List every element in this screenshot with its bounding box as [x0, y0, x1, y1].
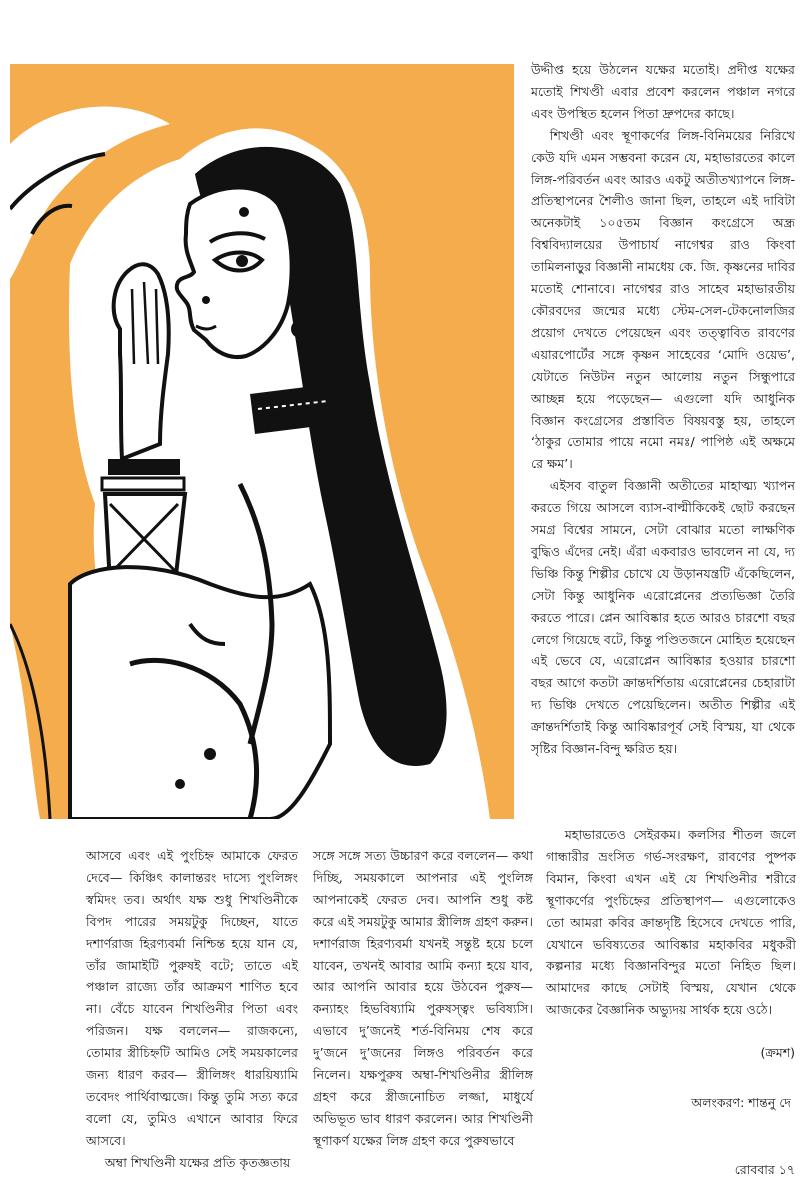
article-column-bottom-middle — [313, 845, 533, 1152]
article-column-bottom-right — [546, 824, 796, 1021]
article-column-bottom-left — [86, 845, 298, 1174]
paragraph: সঙ্গে সঙ্গে সত্য উচ্চারণ করে বললেন— কথা দিচ্ছি, সময়কালে আপনার এই পুংলিঙ্গ আপনাকেই ফেরত দেব। আপনি শুধু কষ্ট করে এই সময়টুকু আমার স্ত্রীলিঙ্গ গ্রহণ করুন। দশার্ণরাজ হিরণ্যবর্মা যখনই সন্তুষ্ট হয়ে চলে যাবেন, তখনই আবার আমি কন্যা হয়ে যাব, আর আপনি আবার হয়ে উঠবেন পুরুষ— কন্যাহং হিভবিষ্যামি পুরুষস্ত্বং ভবিষ্যসি। এভাবে দু’জনেই শর্ত-বিনিময় শেষ করে দু’জনে দু’জনের লিঙ্গও পরিবর্তন করে নিলেন। যক্ষপুরুষ অম্বা-শিখণ্ডিনীর স্ত্রীলিঙ্গ গ্রহণ করে স্ত্রীজনোচিত লজ্জা, মাধুর্যে অভিভূত ভাব ধারণ করলেন। আর শিখণ্ডিনী স্থূণাকর্ণ যক্ষের লিঙ্গ গ্রহণ করে পুরুষভাবে — [313, 848, 533, 1148]
paragraph: শিখণ্ডী এবং স্থূণাকর্ণের লিঙ্গ-বিনিময়ের নিরিখে কেউ যদি এমন সম্ভবনা করেন যে, মহাভারতের কালে লিঙ্গ-পরিবর্তন এবং আরও একটু অতীতখ্যাপনে লিঙ্গ-প্রতিস্থাপনের শৈলীও জানা ছিল, তাহলে এই দাবিটা অনেকটাই ১০৫তম বিজ্ঞান কংগ্রেসে অন্ধ্র বিশ্ববিদ্যালয়ের উপাচার্য নাগেশ্বর রাও কিংবা তামিলনাড়ুর বিজ্ঞানী নামধেয় কে. জি. কৃষ্ণনের দাবির মতোই শোনাবে। নাগেশ্বর রাও সাহেব মহাভারতীয় কৌরবদের জন্মের মধ্যে স্টেম-সেল-টেকনোলজির প্রয়োগ দেখতে পেয়েছেন এবং তত্ত্বাবিত রাবণের এয়ারপোর্টের সঙ্গে কৃষ্ণন সাহেবের ‘মোদি ওয়েভ’, যেটাতে নিউটন নতুন আলোয় নতুন সিন্ধুপারে আচ্ছন্ন হয়ে পড়েছেন— এগুলো যদি আধুনিক বিজ্ঞান কংগ্রেসের প্রস্তাবিত বিষয়বস্তু হয়, তাহলে ‘ঠাকুর তোমার পায়ে নমো নমঃ/ পাপিষ্ঠ এই অক্ষমে রে ক্ষম’। — [531, 127, 795, 472]
illustration-credit: অলংকরণ: শান্তনু দে — [691, 1095, 791, 1110]
illustration — [10, 64, 514, 819]
page-folio: রোববার ১৭ — [734, 1162, 795, 1177]
paragraph: মহাভারতেও সেইরকম। কলসির শীতল জলে গান্ধারীর ভ্রংসিত গর্ভ-সংরক্ষণ, রাবণের পুষ্পক বিমান, কিংবা এখন এই যে শিখণ্ডিনীর শরীরে স্থূণাকর্ণের পুংচিহ্নের প্রতিস্থাপণ— এগুলোকেও তো আমরা কবির ক্রান্তদৃষ্টি হিসেবে দেখতে পারি, যেখানে ভবিষ্যতের আবিষ্কার মহাকবির মধুকরী কল্পনার মধ্যে বিজ্ঞানবিন্দুর মতো নিহিত ছিল। আমাদের কাছে সেটাই বিস্ময়, যেখান থেকে আজকের বৈজ্ঞানিক অভ্যুদয় সার্থক হয়ে ওঠে। — [546, 827, 796, 1018]
article-column-right — [531, 59, 795, 760]
paragraph: উদ্দীপ্ত হয়ে উঠলেন যক্ষের মতোই। প্রদীপ্ত যক্ষের মতোই শিখণ্ডী এবার প্রবেশ করলেন পঞ্চাল নগরে এবং উপস্থিত হলেন পিতা দ্রুপদের কাছে। — [531, 62, 795, 121]
paragraph: আসবে এবং এই পুংচিহ্ন আমাকে ফেরত দেবে— কিঞ্চিৎ কালান্তরং দাস্যে পুংলিঙ্গং স্বমিদং তব। অর্থাৎ যক্ষ শুধু শিখণ্ডিনীকে বিপদ পারের সময়টুকু দিচ্ছেন, যাতে দশার্ণরাজ হিরণ্যবর্মা নিশ্চিন্ত হয়ে যান যে, তাঁর জামাইটি পুরুষই বটে; তাতে এই পঞ্চাল রাজ্যে তাঁর আক্রমণ শাণিত হবে না। বেঁচে যাবেন শিখণ্ডিনীর পিতা এবং পরিজন। যক্ষ বললেন— রাজকন্যে, তোমার স্ত্রীচিহ্নটি আমিও সেই সময়কালের জন্য ধারণ করব— স্ত্রীলিঙ্গং ধারয়িষ্যামি তবেদং পার্থিবাত্মজে। কিন্তু তুমি সত্য করে বলো যে, তুমিও এখানে আবার ফিরে আসবে। — [86, 848, 298, 1148]
paragraph: অম্বা শিখণ্ডিনী যক্ষের প্রতি কৃতজ্ঞতায় — [104, 1154, 291, 1170]
serial-note: (ক্রমশ) — [760, 1045, 795, 1060]
woman-praying-illustration — [10, 64, 514, 819]
paragraph: এইসব বাতুল বিজ্ঞানী অতীতের মাহাত্ম্য খ্যাপন করতে গিয়ে আসলে ব্যাস-বাল্মীকিকেই ছোট করছেন সমগ্র বিশ্বের সামনে, সেটা বোঝার মতো লাক্ষণিক বুদ্ধিও এঁদের নেই। এঁরা একবারও ভাবলেন না যে, দ্য ভিঞ্চি কিন্তু শিল্পীর চোখে যে উড়ানযন্ত্রটি এঁকেছিলেন, সেটা কিন্তু আধুনিক এরোপ্লেনের প্রত্যভিজ্ঞা তৈরি করতে পারে। প্লেন আবিষ্কার হতে আরও চারশো বছর লেগে গিয়েছে বটে, কিন্তু পণ্ডিতজনে মোহিত হয়েছেন এই ভেবে যে, এরোপ্লেন আবিষ্কার হওয়ার চারশো বছর আগে কতটা ক্রান্তদর্শিতায় এরোপ্লেনের চেহারাটা দ্য ভিঞ্চি দেখতে পেয়েছিলেন। অতীত শিল্পীর এই ক্রান্তদর্শিতাই কিন্তু আবিষ্কারপূর্ব সেই বিস্ময়, যা থেকে সৃষ্টির বিজ্ঞান-বিন্দু ক্ষরিত হয়। — [531, 478, 795, 757]
